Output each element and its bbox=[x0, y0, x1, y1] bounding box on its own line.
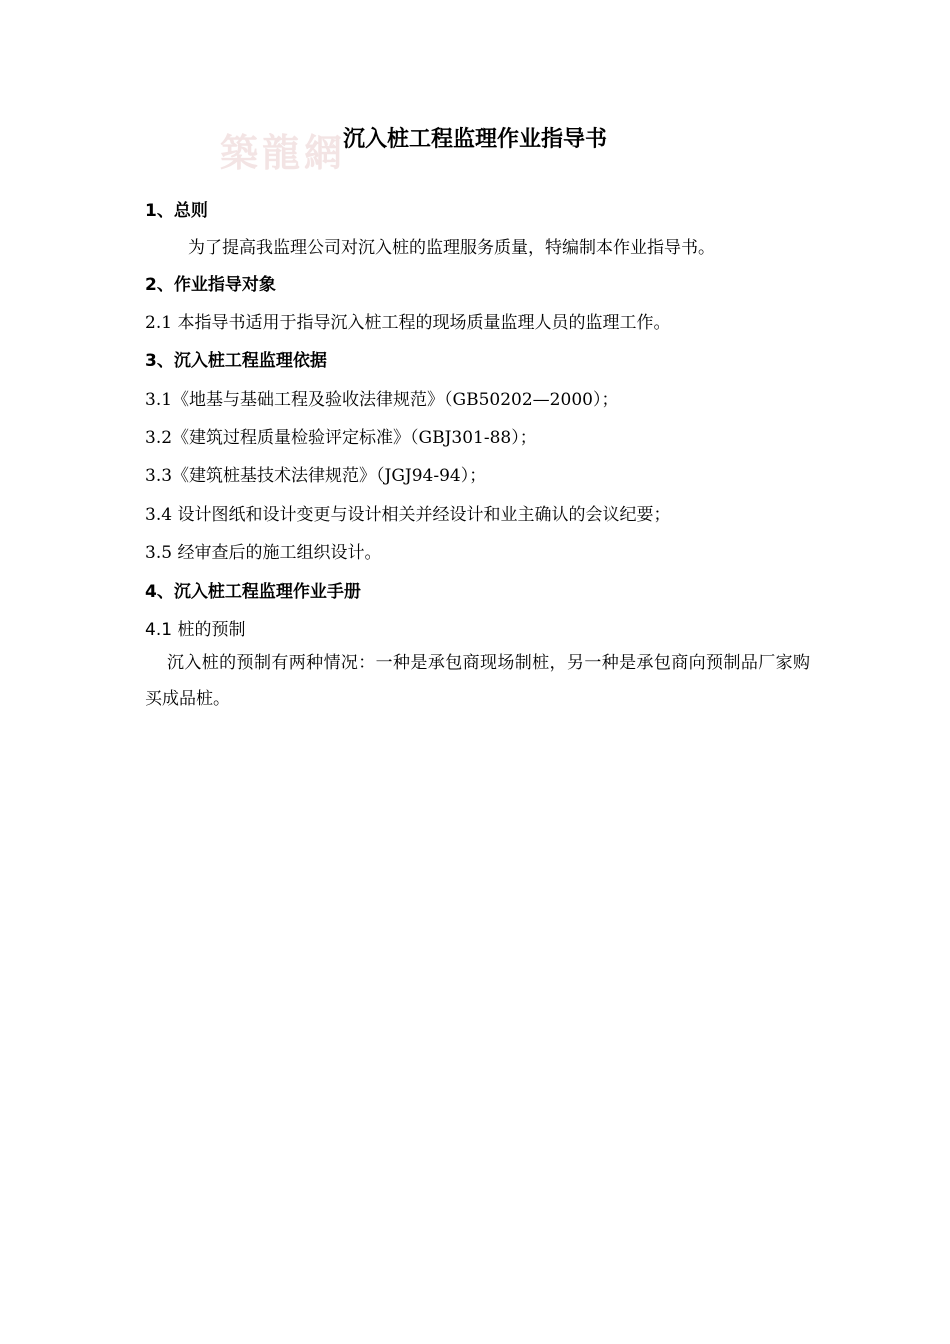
section-3-5-text: 3.5 经审查后的施工组织设计。 bbox=[145, 543, 382, 563]
section-4-1-heading: 4.1 桩的预制 bbox=[145, 620, 246, 640]
section-3-1-text: 3.1《地基与基础工程及验收法律规范》（GB50202—2000）； bbox=[145, 390, 619, 410]
section-1-text: 为了提高我监理公司对沉入桩的监理服务质量，特编制本作业指导书。 bbox=[188, 238, 715, 258]
section-3-2-text: 3.2《建筑过程质量检验评定标准》（GBJ301-88）； bbox=[145, 428, 537, 448]
section-3-3-text: 3.3《建筑桩基技术法律规范》（JGJ94-94）； bbox=[145, 466, 487, 486]
section-3-heading: 3、沉入桩工程监理依据 bbox=[145, 351, 327, 371]
document-title: 沉入桩工程监理作业指导书 bbox=[342, 127, 607, 152]
section-2-1-text: 2.1 本指导书适用于指导沉入桩工程的现场质量监理人员的监理工作。 bbox=[145, 313, 671, 333]
section-4-heading: 4、沉入桩工程监理作业手册 bbox=[145, 582, 361, 602]
section-1-heading: 1、总则 bbox=[145, 201, 208, 221]
watermark-logo: 築龍網 bbox=[220, 130, 347, 175]
section-4-1-text: 沉入桩的预制有两种情况：一种是承包商现场制桩，另一种是承包商向预制品厂家购买成品桩。 bbox=[145, 653, 810, 709]
section-2-heading: 2、作业指导对象 bbox=[145, 275, 276, 295]
section-3-4-text: 3.4 设计图纸和设计变更与设计相关并经设计和业主确认的会议纪要； bbox=[145, 505, 671, 525]
